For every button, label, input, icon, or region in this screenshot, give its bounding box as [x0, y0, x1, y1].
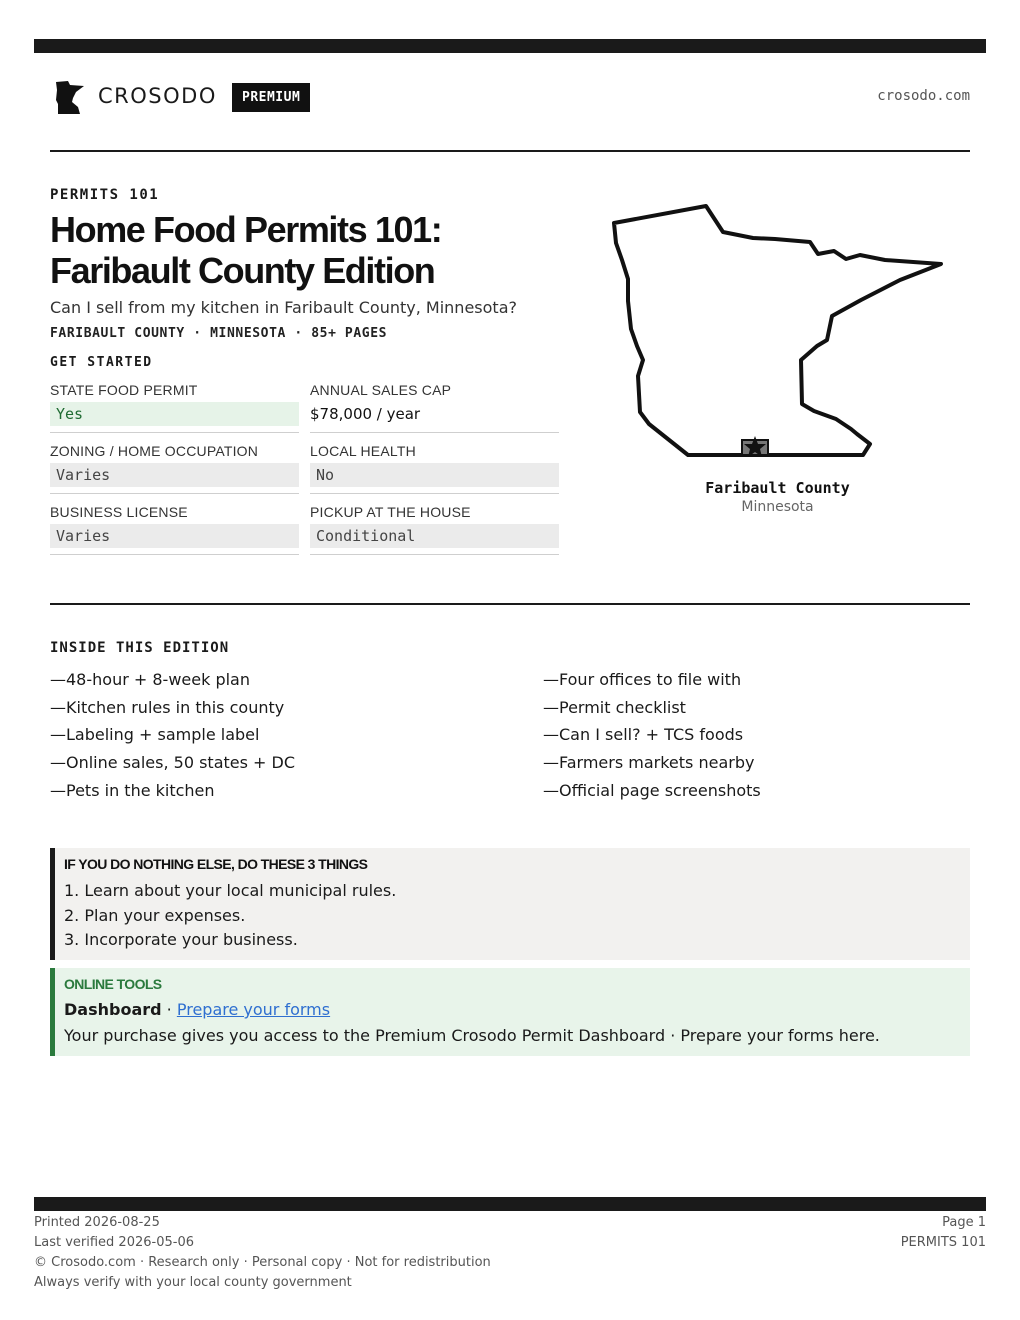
title-line-2: Faribault County Edition — [50, 250, 435, 291]
list-item: —Farmers markets nearby — [543, 753, 755, 773]
header — [50, 78, 970, 118]
verify-note: Always verify with your local county government — [34, 1275, 352, 1290]
fact-label: PICKUP AT THE HOUSE — [310, 504, 471, 520]
fact-cell — [50, 441, 299, 494]
map-state-name: Minnesota — [741, 499, 814, 515]
eyebrow: PERMITS 101 — [50, 187, 160, 203]
fact-value: $78,000 / year — [310, 405, 421, 423]
list-item: —Four offices to file with — [543, 670, 742, 689]
three-things-callout — [50, 848, 970, 960]
tools-separator: · — [161, 1000, 177, 1019]
inside-list-left — [50, 666, 295, 805]
fact-value: No — [310, 463, 559, 487]
tools-line — [64, 1000, 330, 1019]
site-link[interactable]: crosodo.com — [877, 88, 970, 104]
fact-value: Conditional — [310, 524, 559, 548]
copyright: © Crosodo.com · Research only · Personal copy · Not for redistribution — [34, 1255, 491, 1270]
header-divider — [50, 150, 970, 152]
inside-list-right — [543, 666, 761, 805]
bottom-bar — [34, 1197, 986, 1211]
tools-description: Your purchase gives you access to the Premium Crosodo Permit Dashboard · Prepare your forms here. — [64, 1026, 880, 1045]
meta-line: FARIBAULT COUNTY · MINNESOTA · 85+ PAGES — [50, 326, 388, 341]
online-tools-heading: ONLINE TOOLS — [64, 976, 162, 992]
map-county-name: Faribault County — [705, 479, 850, 497]
brand-name: CROSODO — [98, 84, 217, 108]
fact-cell — [310, 380, 559, 433]
printed-date: Printed 2026-08-25 — [34, 1215, 160, 1230]
list-item: —Permit checklist — [543, 697, 686, 717]
premium-badge: PREMIUM — [232, 83, 310, 112]
prepare-forms-link[interactable]: Prepare your forms — [176, 1000, 331, 1019]
fact-label: BUSINESS LICENSE — [50, 504, 188, 520]
list-item: 3. Incorporate your business. — [64, 930, 298, 950]
top-bar — [34, 39, 986, 53]
fact-label: ZONING / HOME OCCUPATION — [50, 443, 259, 459]
footer-right — [901, 1213, 986, 1253]
fact-cell — [50, 380, 299, 433]
section-divider — [50, 603, 970, 605]
verified-date: Last verified 2026-05-06 — [34, 1235, 194, 1250]
subtitle: Can I sell from my kitchen in Faribault County, Minnesota? — [50, 298, 517, 317]
list-item: —Online sales, 50 states + DC — [50, 753, 296, 773]
minnesota-outline-icon — [600, 198, 950, 468]
list-item: 1. Learn about your local municipal rules. — [64, 881, 397, 900]
state-map — [600, 198, 950, 468]
list-item: —48-hour + 8-week plan — [50, 670, 250, 689]
fact-cell — [310, 441, 559, 494]
fact-cell — [310, 502, 559, 555]
fact-value: Varies — [50, 524, 299, 548]
list-item: —Pets in the kitchen — [50, 780, 215, 800]
title-line-1: Home Food Permits 101: — [50, 209, 442, 250]
page-title — [50, 209, 570, 291]
list-item: —Can I sell? + TCS foods — [543, 725, 744, 745]
three-things-heading: IF YOU DO NOTHING ELSE, DO THESE 3 THINGS — [64, 856, 368, 872]
page-number: Page 1 — [942, 1215, 986, 1230]
three-things-list — [64, 879, 396, 953]
fact-value: Varies — [50, 463, 299, 487]
inside-label: INSIDE THIS EDITION — [50, 640, 230, 656]
get-started-label: GET STARTED — [50, 355, 153, 370]
fact-cell — [50, 502, 299, 555]
fact-label: ANNUAL SALES CAP — [310, 382, 452, 398]
map-caption — [700, 479, 855, 515]
minnesota-logo-icon — [54, 80, 86, 116]
fact-label: LOCAL HEALTH — [310, 443, 416, 459]
online-tools-callout — [50, 968, 970, 1056]
fact-value: Yes — [50, 402, 299, 426]
list-item: —Official page screenshots — [543, 780, 761, 800]
list-item: 2. Plan your expenses. — [64, 905, 246, 925]
facts-grid — [50, 380, 559, 555]
list-item: —Labeling + sample label — [50, 725, 260, 745]
fact-label: STATE FOOD PERMIT — [50, 382, 198, 398]
list-item: —Kitchen rules in this county — [50, 697, 285, 717]
footer-section: PERMITS 101 — [900, 1235, 986, 1250]
footer-left — [34, 1213, 491, 1293]
dashboard-label: Dashboard — [64, 1000, 162, 1019]
